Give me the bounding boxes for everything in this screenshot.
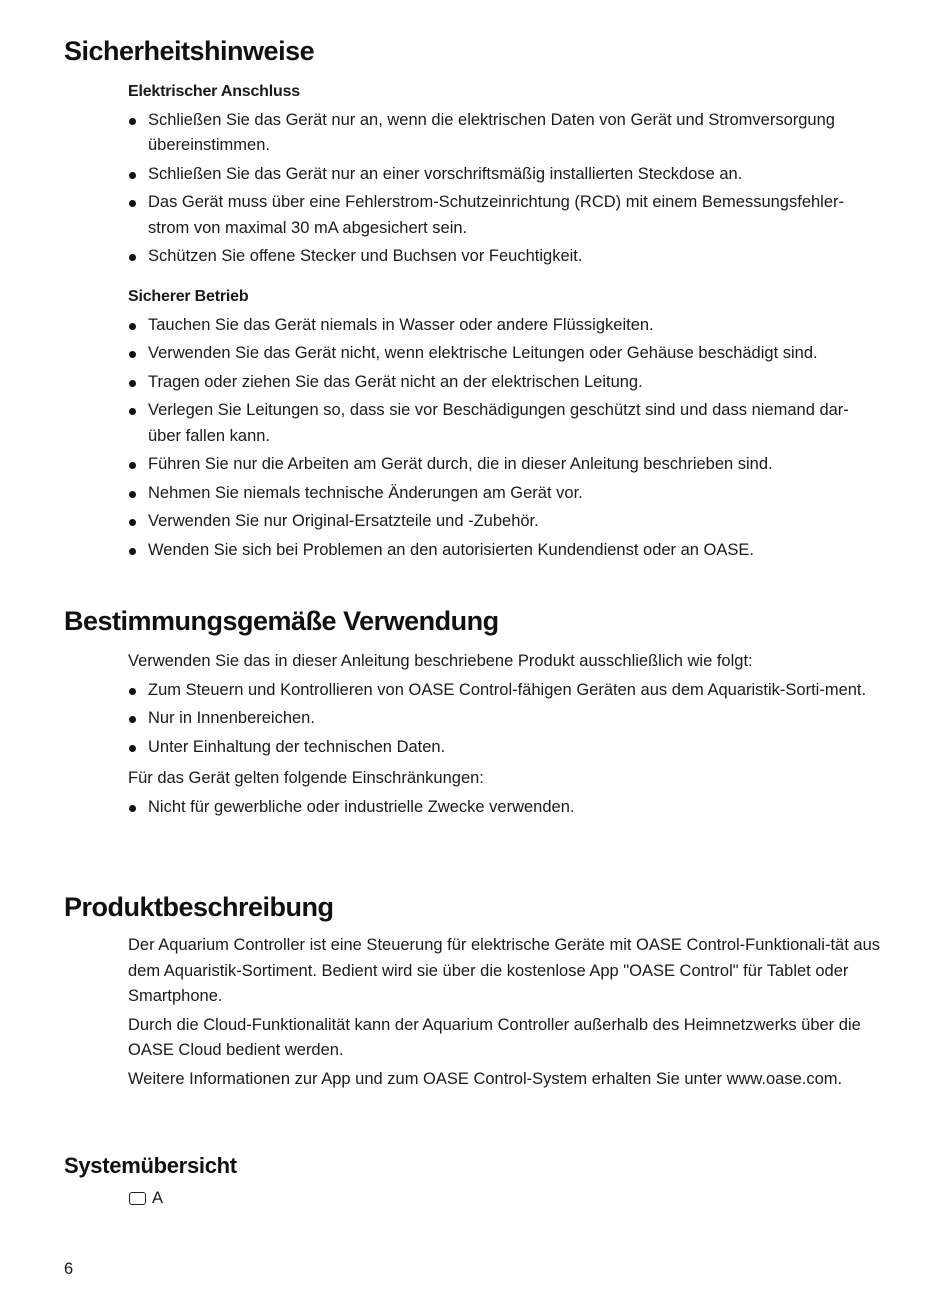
figure-reference bbox=[129, 1189, 163, 1208]
section-title-intended-use: Bestimmungsgemäße Verwendung bbox=[64, 606, 499, 636]
product-paragraph: Der Aquarium Controller ist eine Steuerung für elektrische Geräte mit OASE Control-Funktionali-tät aus dem Aquaristik-Sortiment. Bedient wird sie über die kostenlose App "OASE Control" für Tablet oder Smartphone. bbox=[128, 936, 880, 1005]
product-paragraph: Weitere Informationen zur App und zum OASE Control-System erhalten Sie unter www.oase.com. bbox=[128, 1069, 843, 1088]
bullet-icon bbox=[129, 408, 136, 415]
bullet-icon bbox=[129, 323, 136, 330]
operation-list bbox=[128, 313, 880, 564]
bullet-icon bbox=[129, 745, 136, 752]
bullet-icon bbox=[129, 200, 136, 207]
list-item: Unter Einhaltung der technischen Daten. bbox=[128, 735, 880, 761]
figure-label: A bbox=[152, 1189, 164, 1207]
bullet-icon bbox=[129, 519, 136, 526]
bullet-icon bbox=[129, 688, 136, 695]
electrical-list bbox=[128, 108, 880, 270]
subheading-operation: Sicherer Betrieb bbox=[128, 288, 249, 305]
product-description-block bbox=[128, 933, 880, 1095]
list-item: Tauchen Sie das Gerät niemals in Wasser oder andere Flüssigkeiten. bbox=[128, 313, 880, 339]
bullet-icon bbox=[129, 548, 136, 555]
intended-use-list bbox=[128, 678, 880, 761]
intended-use-block bbox=[128, 649, 880, 823]
list-item: Nur in Innenbereichen. bbox=[128, 706, 880, 732]
bullet-icon bbox=[129, 716, 136, 723]
restrictions-intro: Für das Gerät gelten folgende Einschränkungen: bbox=[128, 769, 484, 787]
list-item: Nehmen Sie niemals technische Änderungen am Gerät vor. bbox=[128, 481, 880, 507]
list-item: Verlegen Sie Leitungen so, dass sie vor Beschädigungen geschützt sind und dass niemand dar-über fallen kann. bbox=[128, 398, 880, 449]
bullet-icon bbox=[129, 254, 136, 261]
list-item: Wenden Sie sich bei Problemen an den autorisierten Kundendienst oder an OASE. bbox=[128, 538, 880, 564]
page-number: 6 bbox=[64, 1260, 74, 1278]
product-paragraph: Durch die Cloud-Funktionalität kann der Aquarium Controller außerhalb des Heimnetzwerks über die OASE Cloud bedient werden. bbox=[128, 1015, 861, 1059]
subheading-electrical: Elektrischer Anschluss bbox=[128, 83, 300, 100]
list-item: Tragen oder ziehen Sie das Gerät nicht an der elektrischen Leitung. bbox=[128, 370, 880, 396]
list-item: Zum Steuern und Kontrollieren von OASE Control-fähigen Geräten aus dem Aquaristik-Sorti-ment. bbox=[128, 678, 880, 704]
figure-icon bbox=[129, 1192, 146, 1205]
list-item: Das Gerät muss über eine Fehlerstrom-Schutzeinrichtung (RCD) mit einem Bemessungsfehler-strom von maximal 30 mA abgesichert sein. bbox=[128, 190, 880, 241]
electrical-connection-block bbox=[128, 79, 880, 273]
bullet-icon bbox=[129, 491, 136, 498]
bullet-icon bbox=[129, 118, 136, 125]
restrictions-list bbox=[128, 795, 880, 821]
list-item: Schützen Sie offene Stecker und Buchsen vor Feuchtigkeit. bbox=[128, 244, 880, 270]
section-title-overview: Systemübersicht bbox=[64, 1153, 237, 1178]
bullet-icon bbox=[129, 805, 136, 812]
bullet-icon bbox=[129, 172, 136, 179]
bullet-icon bbox=[129, 351, 136, 358]
list-item: Verwenden Sie das Gerät nicht, wenn elektrische Leitungen oder Gehäuse beschädigt sind. bbox=[128, 341, 880, 367]
bullet-icon bbox=[129, 380, 136, 387]
list-item: Verwenden Sie nur Original-Ersatzteile und -Zubehör. bbox=[128, 509, 880, 535]
list-item: Nicht für gewerbliche oder industrielle Zwecke verwenden. bbox=[128, 795, 880, 821]
safe-operation-block bbox=[128, 284, 880, 566]
list-item: Schließen Sie das Gerät nur an einer vorschriftsmäßig installierten Steckdose an. bbox=[128, 162, 880, 188]
intended-use-intro: Verwenden Sie das in dieser Anleitung beschriebene Produkt ausschließlich wie folgt: bbox=[128, 652, 753, 670]
section-title-product: Produktbeschreibung bbox=[64, 892, 334, 922]
list-item: Schließen Sie das Gerät nur an, wenn die elektrischen Daten von Gerät und Stromversorgung übereinstimmen. bbox=[128, 108, 880, 159]
section-title-safety: Sicherheitshinweise bbox=[64, 36, 315, 66]
bullet-icon bbox=[129, 462, 136, 469]
list-item: Führen Sie nur die Arbeiten am Gerät durch, die in dieser Anleitung beschrieben sind. bbox=[128, 452, 880, 478]
